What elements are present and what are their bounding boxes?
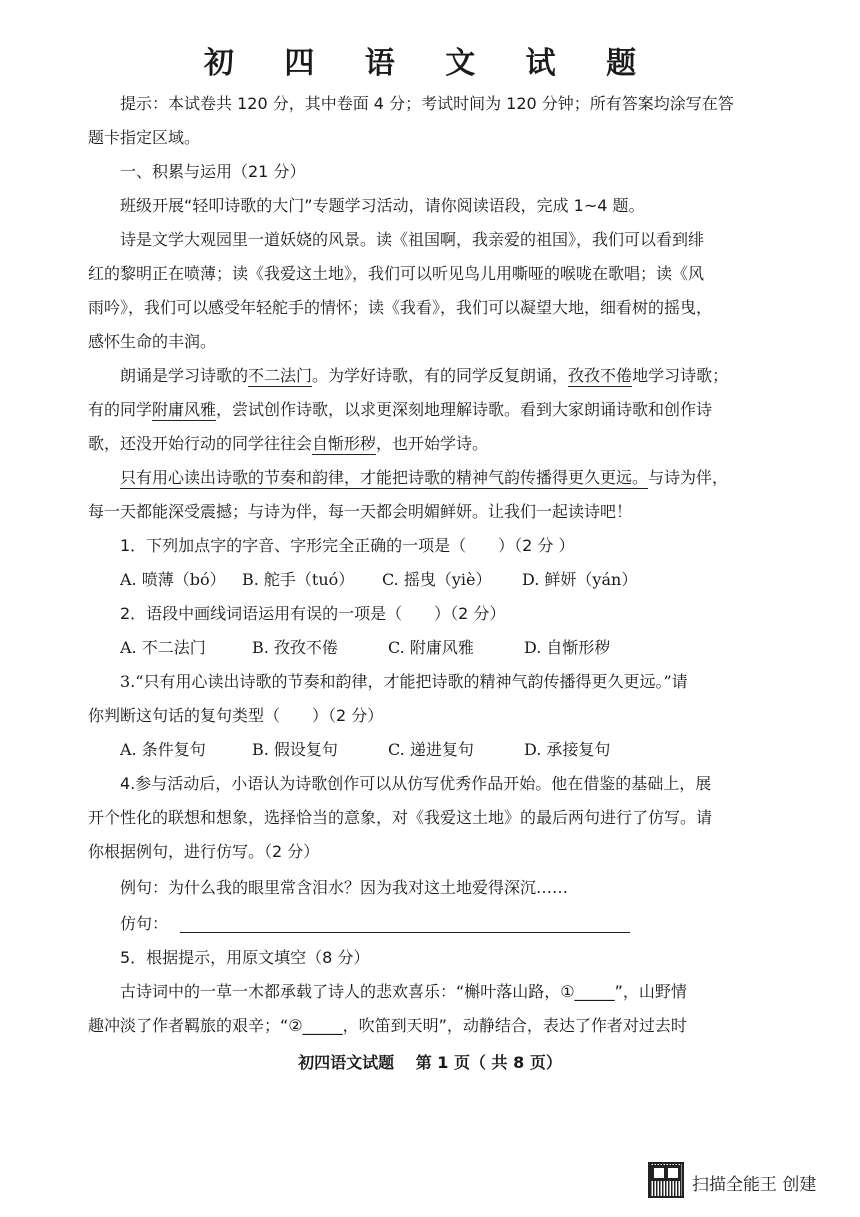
scanner-watermark: 扫描全能王 创建	[692, 1175, 817, 1195]
para1-line: 雨吟》，我们可以感受年轻舵手的情怀；读《我看》，我们可以凝望大地，细看树的摇曳，	[88, 298, 713, 317]
q3-options	[120, 738, 780, 762]
option-c: C. 摇曳（yiè）	[382, 570, 492, 589]
text: 与诗为伴，	[648, 468, 729, 487]
imitate-label: 仿句：	[120, 914, 169, 933]
para1-line: 感怀生命的丰润。	[88, 332, 217, 351]
page-footer: 初四语文试题 第 1 页（ 共 8 页）	[298, 1053, 562, 1072]
question-4-line-2: 开个性化的联想和想象，选择恰当的意象，对《我爱这土地》的最后两句进行了仿写。请	[88, 808, 713, 827]
page-title: 初 四 语 文 试 题	[203, 46, 657, 81]
option-b: B. 舵手（tuó）	[242, 570, 355, 589]
question-5-text-1: 古诗词中的一草一木都承载了诗人的悲欢喜乐：“槲叶落山路，①_____”，山野情	[120, 982, 687, 1001]
underlined-word: 不二法门	[248, 366, 313, 385]
option-c: C. 附庸风雅	[388, 638, 474, 657]
q2-options	[120, 636, 780, 660]
para3-line-2: 每一天都能深受震撼；与诗为伴，每一天都会明媚鲜妍。让我们一起读诗吧！	[88, 502, 633, 521]
option-d: D. 鲜妍（yán）	[522, 570, 638, 589]
para1-line: 诗是文学大观园里一道妖娆的风景。读《祖国啊，我亲爱的祖国》，我们可以看到绯	[120, 230, 705, 249]
option-d: D. 承接复句	[524, 740, 611, 759]
para2-line-3	[88, 432, 778, 456]
text: 。为学好诗歌，有的同学反复朗诵，	[312, 366, 569, 385]
question-4-line-1: 4.参与活动后，小语认为诗歌创作可以从仿写优秀作品开始。他在借鉴的基础上，展	[120, 774, 712, 793]
text: 地学习诗歌；	[632, 366, 729, 385]
underlined-word: 附庸风雅	[152, 400, 217, 419]
question-3-line-2: 你判断这句话的复句类型（ ）（2 分）	[88, 706, 384, 725]
underlined-word: 孜孜不倦	[568, 366, 633, 385]
underlined-word: 自惭形秽	[312, 434, 377, 453]
example-sentence: 例句：为什么我的眼里常含泪水？因为我对这土地爱得深沉……	[120, 878, 569, 897]
option-a: A. 不二法门	[120, 638, 206, 657]
notice-line-2: 题卡指定区域。	[88, 128, 201, 147]
text: 朗诵是学习诗歌的	[120, 366, 249, 385]
para2-line-2	[88, 398, 778, 422]
option-b: B. 孜孜不倦	[252, 638, 338, 657]
text: 歌，还没开始行动的同学往往会	[88, 434, 313, 453]
question-2: 2．语段中画线词语运用有误的一项是（ ）（2 分）	[120, 604, 506, 623]
text: 有的同学	[88, 400, 153, 419]
para3-line-1	[120, 466, 780, 490]
para2-line-1	[120, 364, 780, 388]
question-5: 5．根据提示，用原文填空（8 分）	[120, 948, 370, 967]
notice-line-1: 提示：本试卷共 120 分，其中卷面 4 分；考试时间为 120 分钟；所有答案均涂写在答	[120, 94, 734, 113]
option-d: D. 自惭形秽	[524, 638, 611, 657]
intro-text: 班级开展“轻叩诗歌的大门”专题学习活动，请你阅读语段，完成 1~4 题。	[120, 196, 645, 215]
q1-options	[120, 568, 780, 592]
para1-line: 红的黎明正在喷薄；读《我爱这土地》，我们可以听见鸟儿用嘶哑的喉咙在歌唱；读《风	[88, 264, 705, 283]
section-heading: 一、积累与运用（21 分）	[120, 162, 306, 181]
question-5-text-2: 趣冲淡了作者羁旅的艰辛；“②_____，吹笛到天明”，动静结合，表达了作者对过去时	[88, 1016, 687, 1035]
option-c: C. 递进复句	[388, 740, 474, 759]
option-a: A. 条件复句	[120, 740, 206, 759]
text: ，也开始学诗。	[376, 434, 489, 453]
text: ，尝试创作诗歌，以求更深刻地理解诗歌。看到大家朗诵诗歌和创作诗	[216, 400, 713, 419]
underlined-sentence: 只有用心读出诗歌的节奏和韵律，才能把诗歌的精神气韵传播得更久更远。	[120, 468, 649, 487]
question-4-line-3: 你根据例句，进行仿写。（2 分）	[88, 842, 320, 861]
question-1: 1．下列加点字的字音、字形完全正确的一项是（ ）（2 分 ）	[120, 536, 575, 555]
qr-code-icon	[648, 1162, 684, 1198]
question-3-line-1: 3.“只有用心读出诗歌的节奏和韵律，才能把诗歌的精神气韵传播得更久更远。”请	[120, 672, 688, 691]
option-a: A. 喷薄（bó）	[120, 570, 226, 589]
option-b: B. 假设复句	[252, 740, 338, 759]
answer-blank-line[interactable]	[180, 932, 630, 933]
